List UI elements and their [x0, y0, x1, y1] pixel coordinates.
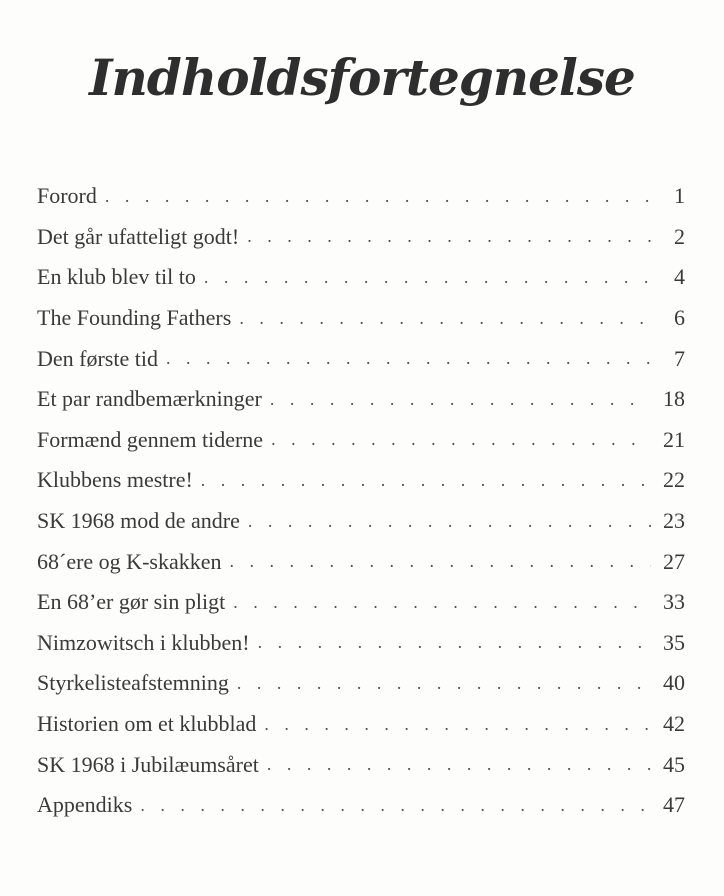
toc-entry-label: Appendiks [37, 792, 133, 818]
dot-leader [105, 186, 651, 207]
page-title: Indholdsfortegnelse [89, 48, 635, 107]
toc-entry-label: SK 1968 mod de andre [37, 508, 240, 534]
dot-leader [233, 592, 651, 613]
toc-entry-page: 21 [663, 426, 685, 452]
toc-entry-page: 45 [663, 751, 685, 777]
toc-entry-page: 1 [674, 183, 685, 209]
toc-entry[interactable] [37, 623, 685, 664]
toc-entry[interactable] [37, 785, 685, 826]
toc-entry-page: 4 [674, 264, 685, 290]
toc-entry[interactable] [37, 257, 685, 298]
toc-entry-label: En klub blev til to [37, 264, 196, 290]
toc-entry-page: 27 [663, 548, 685, 574]
toc-entry-label: En 68’er gør sin pligt [37, 589, 226, 615]
toc-entry-label: Forord [37, 183, 97, 209]
toc-entry-label: Formænd gennem tiderne [37, 426, 264, 452]
toc-entry-page: 18 [663, 386, 685, 412]
toc-entry[interactable] [37, 541, 685, 582]
dot-leader [264, 714, 651, 735]
toc-entry[interactable] [37, 217, 685, 258]
dot-leader [258, 632, 651, 653]
dot-leader [140, 795, 651, 816]
dot-leader [166, 348, 651, 369]
toc-entry-page: 6 [674, 305, 685, 331]
toc-entry[interactable] [37, 420, 685, 461]
toc-entry[interactable] [37, 298, 685, 339]
toc-entry[interactable] [37, 501, 685, 542]
dot-leader [237, 673, 651, 694]
toc-entry[interactable] [37, 704, 685, 745]
dot-leader [267, 754, 651, 775]
toc-entry-label: The Founding Fathers [37, 305, 232, 331]
toc-entry[interactable] [37, 663, 685, 704]
toc-entry-label: Historien om et klubblad [37, 711, 257, 737]
table-of-contents [37, 176, 685, 826]
toc-entry-page: 42 [663, 711, 685, 737]
toc-entry-label: 68´ere og K-skakken [37, 548, 222, 574]
toc-entry-label: Nimzowitsch i klubben! [37, 629, 250, 655]
toc-entry-page: 22 [663, 467, 685, 493]
toc-entry-page: 47 [663, 792, 685, 818]
toc-entry[interactable] [37, 176, 685, 217]
dot-leader [201, 470, 651, 491]
toc-entry-label: Klubbens mestre! [37, 467, 193, 493]
toc-entry[interactable] [37, 460, 685, 501]
toc-entry-label: Styrkelisteafstemning [37, 670, 229, 696]
dot-leader [247, 226, 651, 247]
dot-leader [204, 267, 651, 288]
dot-leader [239, 308, 651, 329]
toc-entry-page: 33 [663, 589, 685, 615]
toc-entry[interactable] [37, 338, 685, 379]
toc-entry-page: 2 [674, 223, 685, 249]
toc-entry-label: Det går ufatteligt godt! [37, 223, 240, 249]
dot-leader [248, 511, 651, 532]
toc-entry[interactable] [37, 744, 685, 785]
toc-entry-page: 40 [663, 670, 685, 696]
toc-entry[interactable] [37, 582, 685, 623]
dot-leader [270, 389, 651, 410]
toc-entry-label: Den første tid [37, 345, 158, 371]
toc-entry-page: 23 [663, 508, 685, 534]
toc-entry-label: Et par randbemærkninger [37, 386, 262, 412]
toc-entry-page: 7 [674, 345, 685, 371]
dot-leader [271, 429, 651, 450]
toc-entry[interactable] [37, 379, 685, 420]
toc-entry-page: 35 [663, 629, 685, 655]
dot-leader [230, 551, 652, 572]
toc-entry-label: SK 1968 i Jubilæumsåret [37, 751, 259, 777]
